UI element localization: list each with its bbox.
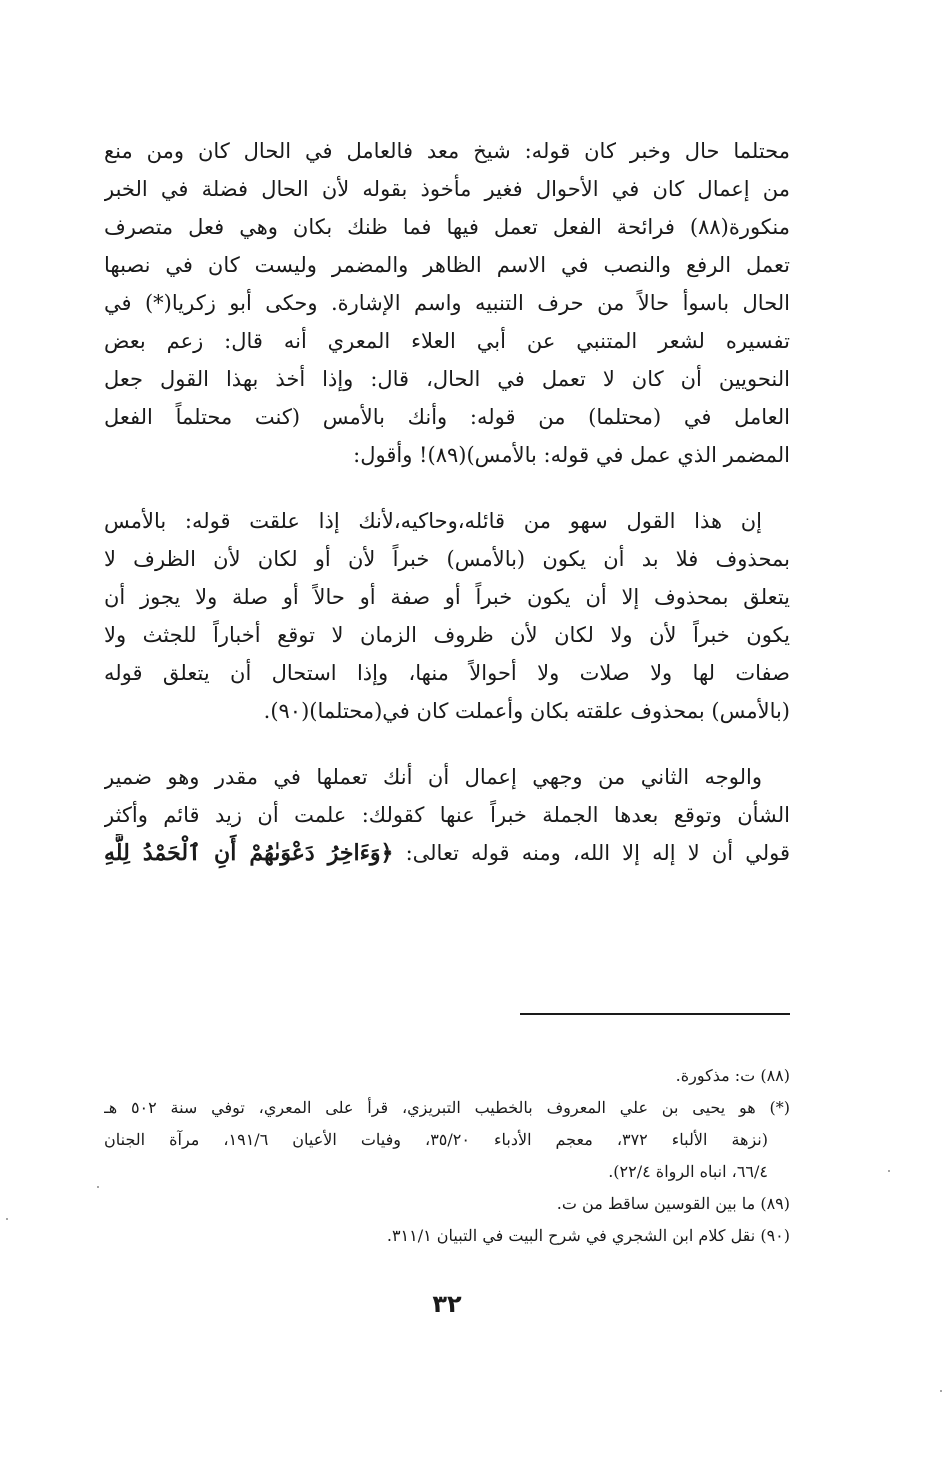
text-line: الحال باسوأ حالاً من حرف التنبيه واسم الإشارة. وحكى أبو زكريا(*) في — [104, 291, 790, 315]
text-line: العامل في (محتلما) من قوله: وأنك بالأمس (كنت محتلماً الفعل — [104, 405, 790, 429]
text-line: تعمل الرفع والنصب في الاسم الظاهر والمضمر وليست كان في نصبها — [104, 253, 790, 277]
scan-speck — [888, 1170, 890, 1172]
scan-speck — [940, 1390, 942, 1392]
quran-verse: ﴿وَءَاخِرُ دَعْوَىٰهُمْ أَنِ ٱلْحَمْدُ لِلَّهِ — [104, 840, 394, 866]
footnote-star-line: (نزهة الألباء ٣٧٢، معجم الأدباء ٣٥/٢٠، وفيات الأعيان ١٩١/٦، مرآة الجنان — [104, 1130, 768, 1149]
text-line: يكون خبراً لأن ولا لكان لأن ظروف الزمان لا توقع أخباراً للجثث ولا — [104, 623, 790, 647]
text-line: يتعلق بمحذوف إلا أن يكون خبراً أو صفة أو حالاً أو صلة ولا يجوز أن — [104, 585, 790, 609]
text-line: صفات لها ولا صلات ولا أحوالاً منها، وإذا استحال أن يتعلق قوله — [104, 661, 790, 685]
paragraph-2 — [104, 502, 790, 730]
text-segment: قولي أن لا إله إلا الله، ومنه قوله تعالى: — [405, 841, 790, 865]
scan-speck — [6, 1218, 8, 1220]
footnote-89: (٨٩) ما بين القوسين ساقط من ت. — [556, 1194, 790, 1213]
footnote-88: (٨٨) ت: مذكورة. — [675, 1066, 790, 1085]
scan-speck — [97, 1186, 99, 1188]
footnote-90: (٩٠) نقل كلام ابن الشجري في شرح البيت في التبيان ٣١١/١. — [386, 1226, 790, 1245]
main-text — [104, 132, 790, 872]
footnote-star-line: (*) هو يحيى بن علي المعروف بالخطيب التبريزي، قرأ على المعري، توفي سنة ٥٠٢ هـ — [104, 1098, 790, 1117]
text-line: محتلما حال وخبر كان قوله: شيخ معد فالعامل في الحال كان ومن منع — [104, 139, 790, 163]
footnotes — [104, 1060, 790, 1252]
text-line: بمحذوف فلا بد أن يكون (بالأمس) خبراً لأن أو لكان لأن الظرف لا — [104, 547, 790, 571]
footnote-star-line: ٦٦/٤، انباه الرواة ٢٢/٤). — [608, 1162, 768, 1181]
text-line: إن هذا القول سهو من قائله،وحاكيه،لأنك إذا علقت قوله: بالأمس — [104, 509, 762, 533]
text-line: من إعمال كان في الأحوال فغير مأخوذ بقوله لأن الحال فضلة في الخبر — [104, 177, 790, 201]
paragraph-3 — [104, 758, 790, 872]
book-page — [104, 0, 790, 1470]
footnote-separator — [520, 1013, 790, 1015]
text-line: النحويين أن كان لا تعمل في الحال، قال: وإذا أخذ بهذا القول جعل — [104, 367, 790, 391]
text-line: والوجه الثاني من وجهي إعمال أن أنك تعملها في مقدر وهو ضمير — [104, 765, 762, 789]
text-line: تفسيره لشعر المتنبي عن أبي العلاء المعري أنه قال: زعم بعض — [104, 329, 790, 353]
text-line: منكورة(٨٨) فرائحة الفعل تعمل فيها فما ظنك بكان وهي فعل متصرف — [104, 215, 790, 239]
paragraph-1 — [104, 132, 790, 474]
text-line: (بالأمس) بمحذوف علقته بكان وأعملت كان في(محتلما)(٩٠). — [263, 699, 790, 723]
text-line-with-verse — [104, 834, 790, 872]
text-line: الشأن وتوقع بعدها الجملة خبراً عنها كقولك: علمت أن زيد قائم وأكثر — [104, 803, 790, 827]
page-number: ٣٢ — [432, 1290, 462, 1318]
text-line: المضمر الذي عمل في قوله: بالأمس)(٨٩)! وأقول: — [353, 443, 790, 467]
